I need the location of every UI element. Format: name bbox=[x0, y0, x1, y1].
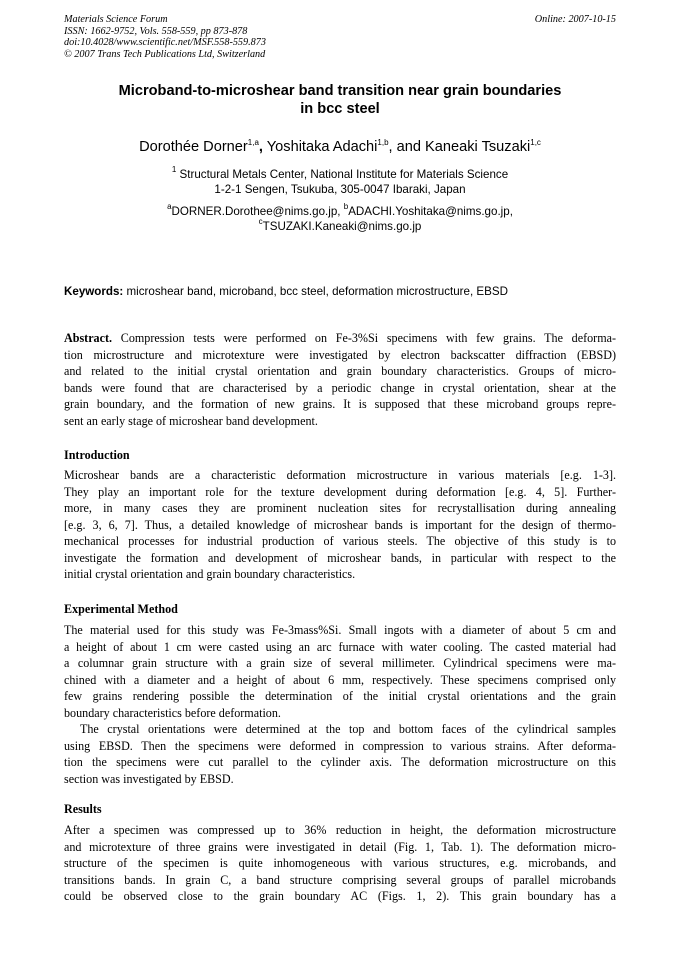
abstract bbox=[64, 330, 616, 429]
experimental-line: few grains rendering possible the determination of the initial crystal orientations and the grain bbox=[64, 689, 616, 703]
results-line: and microtexture of three grains were investigated in detail (Fig. 1, Tab. 1). The deformation micro- bbox=[64, 839, 616, 854]
email-mark: a bbox=[167, 202, 172, 211]
introduction-line: more, in many cases they are prominent nucleation sites for recrystallisation during annealing bbox=[64, 501, 616, 515]
experimental-line: boundary characteristics before deformation. bbox=[64, 705, 281, 720]
results-line: structure of the specimen is quite inhomogeneous with various structures, e.g. microbands, and bbox=[64, 856, 616, 870]
email-link[interactable]: DORNER.Dorothee@nims.go.jp, bbox=[171, 205, 341, 218]
abstract-text: Compression tests were performed on Fe-3%Si specimens with few grains. The deforma- bbox=[120, 331, 616, 345]
email-mark: c bbox=[258, 216, 263, 226]
affiliation-line-1: Structural Metals Center, National Institute for Materials Science bbox=[179, 168, 509, 181]
email-mark: b bbox=[343, 202, 349, 211]
keywords-text: microshear band, microband, bcc steel, deformation microstructure, EBSD bbox=[126, 285, 508, 298]
experimental-line: chined with a diameter and a height of about 6 mm, respectively. These specimens comprised only bbox=[64, 672, 616, 687]
experimental-section bbox=[64, 622, 616, 787]
results-section bbox=[64, 822, 616, 905]
keywords bbox=[64, 285, 616, 299]
affiliation bbox=[64, 165, 616, 197]
author-list: Dorothée Dorner$^{1,a}$, Yoshitaka Adachi$^{1,b}$, and Kaneaki Tsuzaki$^{1,c}$ bbox=[139, 138, 541, 155]
introduction-line: They play an important role for the texture development during deformation [e.g. 4, 5]. Further- bbox=[64, 484, 616, 499]
introduction-line: Microshear bands are a characteristic deformation microstructure in various materials [e.g. 1-3]. bbox=[64, 468, 616, 482]
journal-issn: ISSN: 1662-9752, Vols. 558-559, pp 873-878 bbox=[64, 25, 248, 37]
results-line: transitions bands. In grain C, a band structure comprising several groups of parallel microbands bbox=[64, 872, 616, 887]
online-date: Online: 2007-10-15 bbox=[534, 14, 616, 25]
abstract-line: tion microstructure and microtexture were investigated by electron backscatter diffraction (EBSD) bbox=[64, 347, 616, 362]
experimental-heading: Experimental Method bbox=[64, 602, 178, 616]
introduction-section bbox=[64, 467, 616, 583]
abstract-line: sent an early stage of microshear band development. bbox=[64, 413, 318, 428]
affiliation-mark: 1 bbox=[171, 165, 177, 174]
results-heading: Results bbox=[64, 802, 102, 816]
journal-copyright: © 2007 Trans Tech Publications Ltd, Switzerland bbox=[64, 48, 266, 60]
abstract-line bbox=[64, 330, 616, 347]
journal-header bbox=[64, 14, 616, 60]
abstract-label: Abstract. bbox=[64, 331, 113, 345]
title-line-1: Microband-to-microshear band transition near grain boundaries bbox=[118, 83, 562, 99]
abstract-line: grain boundary, and the formation of new grains. It is supposed that these microband groups repre- bbox=[64, 397, 616, 411]
journal-doi: doi:10.4028/www.scientific.net/MSF.558-559.873 bbox=[64, 37, 266, 49]
author-affiliation-mark: 1,c bbox=[530, 138, 541, 147]
results-line: After a specimen was compressed up to 36% reduction in height, the deformation microstructure bbox=[64, 823, 616, 837]
author-affiliation-mark: 1,a bbox=[247, 138, 259, 147]
experimental-line: tion the specimens were cut parallel to the cylinder axis. The deformation microstructure on this bbox=[64, 755, 616, 769]
experimental-line: The material used for this study was Fe-3mass%Si. Small ingots with a diameter of about 5 cm and bbox=[64, 623, 616, 637]
abstract-line: bands were found that are characterised by a periodic change in crystal orientation, shear at the bbox=[64, 380, 616, 395]
introduction-line: [e.g. 3, 6, 7]. Thus, a detailed knowledge of microshear bands is important for the design of thermo- bbox=[64, 517, 616, 532]
keywords-label: Keywords: bbox=[64, 285, 124, 298]
introduction-line: mechanical processes for industrial production of various steels. The objective of this study is to bbox=[64, 534, 616, 548]
results-line: could be observed close to the grain boundary AC (Figs. 1, 2). This grain boundary has a bbox=[64, 889, 616, 903]
experimental-line: section was investigated by EBSD. bbox=[64, 771, 234, 786]
affiliation-line-2: 1-2-1 Sengen, Tsukuba, 305-0047 Ibaraki, Japan bbox=[214, 182, 466, 196]
author-name: Dorothée Dorner bbox=[139, 139, 248, 155]
introduction-line: initial crystal orientation and grain boundary characteristics. bbox=[64, 567, 356, 581]
introduction-heading: Introduction bbox=[64, 448, 130, 462]
experimental-line: a columnar grain structure with a grain size of several millimeter. Cylindrical specimens were ma- bbox=[64, 656, 616, 670]
author-name: Kaneaki Tsuzaki bbox=[425, 139, 531, 155]
experimental-line: The crystal orientations were determined at the top and bottom faces of the cylindrical samples bbox=[80, 722, 616, 736]
experimental-line: a height of about 1 cm were casted using an arc furnace with water cooling. The casted material had bbox=[64, 639, 616, 654]
email-link[interactable]: ADACHI.Yoshitaka@nims.go.jp, bbox=[348, 205, 513, 218]
paper-title bbox=[64, 82, 616, 118]
title-line-2: in bcc steel bbox=[300, 101, 380, 117]
journal-name: Materials Science Forum bbox=[64, 14, 168, 25]
author-conjunction: and bbox=[396, 139, 421, 155]
email-link[interactable]: TSUZAKI.Kaneaki@nims.go.jp bbox=[262, 219, 422, 233]
author-emails bbox=[64, 202, 616, 234]
author-name: Yoshitaka Adachi bbox=[266, 139, 378, 155]
author-affiliation-mark: 1,b bbox=[377, 138, 389, 147]
abstract-line: and related to the initial crystal orientation and grain boundary characteristics. Groups of micro- bbox=[64, 364, 616, 378]
introduction-line: investigate the formation and development of microshear bands, in particular with respect to the bbox=[64, 550, 616, 565]
experimental-line: using EBSD. Then the specimens were deformed in compression to various strains. After deforma- bbox=[64, 738, 616, 753]
